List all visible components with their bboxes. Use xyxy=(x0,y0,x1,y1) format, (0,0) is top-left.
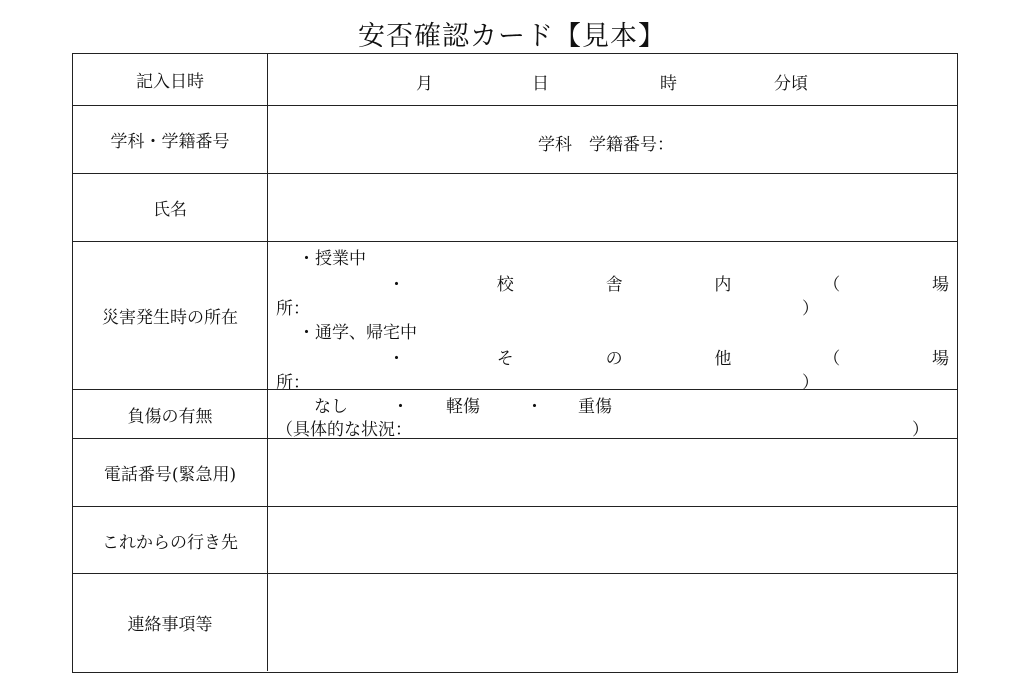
label-location: 災害発生時の所在 xyxy=(73,242,268,389)
spread-char: そ xyxy=(496,349,514,369)
injury-none: なし xyxy=(314,397,348,417)
spread-char: ・ xyxy=(388,349,405,369)
row-phone xyxy=(73,438,957,506)
page-title: 安否確認カード【見本】 xyxy=(358,21,666,52)
location-line-other xyxy=(388,344,949,369)
label-notes: 連絡事項等 xyxy=(73,574,268,671)
injury-separator: ・ xyxy=(392,397,409,417)
spread-char: ・ xyxy=(388,275,405,295)
spread-char: 校 xyxy=(496,275,514,295)
location-place-close: ） xyxy=(802,299,819,319)
row-name xyxy=(73,173,957,241)
injury-separator: ・ xyxy=(526,397,543,417)
injury-minor: 軽傷 xyxy=(446,397,480,417)
row-location xyxy=(73,241,957,393)
hour-unit: 時 xyxy=(660,74,677,94)
field-location[interactable] xyxy=(268,242,957,393)
location-place-label: 所： xyxy=(276,373,310,393)
label-phone: 電話番号(緊急用) xyxy=(73,439,268,506)
spread-char: 場 xyxy=(931,349,949,369)
label-datetime: 記入日時 xyxy=(73,54,268,105)
spread-char: 舎 xyxy=(605,275,623,295)
location-option-in-class: ・授業中 xyxy=(298,249,366,269)
spread-char: （ xyxy=(823,349,841,369)
label-destination: これからの行き先 xyxy=(73,507,268,573)
row-destination xyxy=(73,506,957,573)
label-name: 氏名 xyxy=(73,174,268,241)
row-student-id xyxy=(73,105,957,173)
row-injury xyxy=(73,389,957,438)
row-notes xyxy=(73,573,957,671)
field-phone[interactable] xyxy=(268,439,957,506)
safety-confirmation-form xyxy=(72,53,958,673)
injury-serious: 重傷 xyxy=(578,397,612,417)
location-place-close: ） xyxy=(802,373,819,393)
student-id-text: 学科 学籍番号： xyxy=(538,135,674,155)
location-option-commuting: ・通学、帰宅中 xyxy=(298,323,417,343)
spread-char: の xyxy=(605,349,623,369)
injury-detail-label: （具体的な状況： xyxy=(276,420,412,440)
spread-char: 他 xyxy=(714,349,732,369)
month-unit: 月 xyxy=(416,74,433,94)
day-unit: 日 xyxy=(532,74,549,94)
field-destination[interactable] xyxy=(268,507,957,573)
spread-char: 内 xyxy=(714,275,732,295)
minute-unit: 分頃 xyxy=(774,74,808,94)
field-datetime[interactable] xyxy=(268,54,957,105)
field-name[interactable] xyxy=(268,174,957,241)
spread-char: 場 xyxy=(931,275,949,295)
row-datetime xyxy=(73,54,957,105)
label-student-id: 学科・学籍番号 xyxy=(73,106,268,173)
location-place-label: 所： xyxy=(276,299,310,319)
label-injury: 負傷の有無 xyxy=(73,390,268,438)
location-line-campus xyxy=(388,270,949,295)
spread-char: （ xyxy=(823,275,841,295)
field-student-id[interactable] xyxy=(268,106,957,173)
injury-detail-close: ） xyxy=(912,420,929,440)
field-notes[interactable] xyxy=(268,574,957,671)
field-injury[interactable] xyxy=(268,390,957,438)
